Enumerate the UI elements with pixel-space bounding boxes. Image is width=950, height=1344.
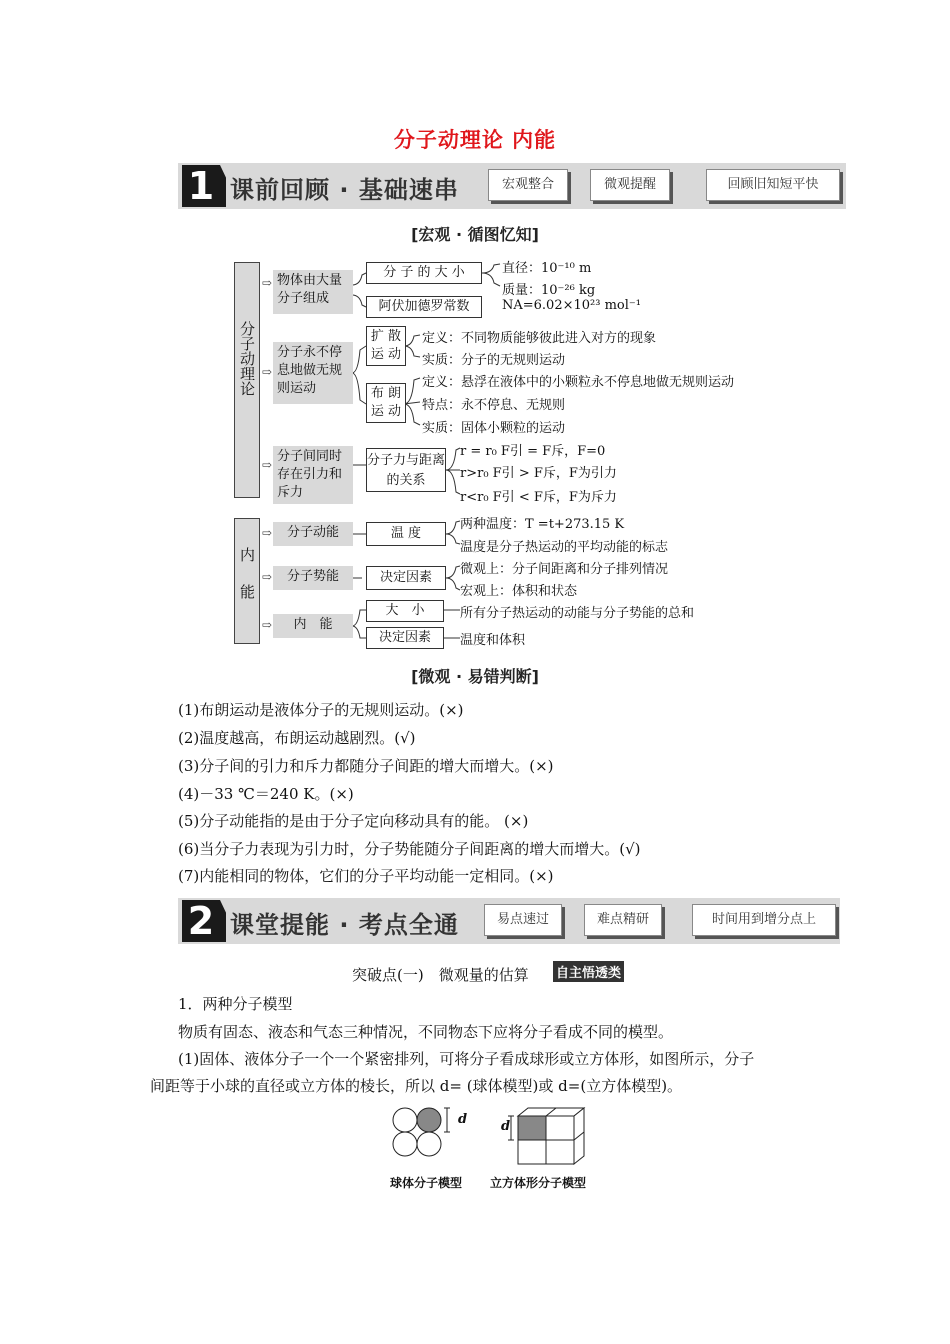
text-avogadro: NA=6.02×10²³ mol⁻¹ (502, 298, 641, 313)
text-brownian-nature: 实质：固体小颗粒的运动 (422, 421, 566, 436)
box-molecule-size: 分 子 的 大 小 (366, 262, 482, 284)
text-mass: 质量：10⁻²⁶ kg (502, 283, 596, 298)
box-brownian: 布 朗 运 动 (366, 383, 406, 423)
paragraph: 物质有固态、液态和气态三种情况，不同物态下应将分子看成不同的模型。 (178, 1023, 674, 1041)
tag-button-easy[interactable]: 易点速过 (484, 904, 562, 936)
node-composition: 物体由大量分子组成 (273, 270, 353, 314)
tag-button-macro[interactable]: 宏观整合 (488, 169, 568, 201)
tag-button-hard[interactable]: 难点精研 (584, 904, 662, 936)
box-temperature: 温 度 (366, 522, 446, 546)
judgement-item: (7)内能相同的物体，它们的分子平均动能一定相同。(×) (178, 867, 554, 885)
judgement-item: (2)温度越高，布朗运动越剧烈。(√) (178, 729, 416, 747)
text-brownian-def: 定义：悬浮在液体中的小颗粒永不停息地做无规则运动 (422, 375, 735, 390)
caption-sphere-model: 球体分子模型 (390, 1176, 463, 1190)
text-diameter: 直径：10⁻¹⁰ m (502, 261, 592, 276)
arrow-icon: ⇨ (262, 458, 273, 472)
banner-title: 课前回顾 · 基础速串 (230, 176, 459, 204)
node-forces: 分子间同时存在引力和斥力 (273, 446, 353, 504)
node-kinetic-energy: 分子动能 (273, 522, 353, 546)
tag-button-score[interactable]: 时间用到增分点上 (692, 904, 836, 936)
box-diffusion: 扩 散 运 动 (366, 326, 406, 366)
section-heading-macro: [宏观 · 循图忆知] (411, 225, 539, 244)
text-temp-volume: 温度和体积 (460, 633, 526, 648)
arrow-icon: ⇨ (262, 276, 273, 290)
judgement-item: (6)当分子力表现为引力时，分子势能随分子间距离的增大而增大。(√) (178, 840, 641, 858)
node-internal-energy: 内 能 (273, 614, 353, 638)
text-internal-sum: 所有分子热运动的动能与分子势能的总和 (460, 606, 695, 621)
group-molecular-kinetic-theory (234, 262, 260, 498)
banner-number: 2 (182, 900, 220, 942)
box-determinants: 决定因素 (366, 566, 446, 590)
d-label: d (458, 1112, 468, 1127)
text-force-attract: r>r₀ F引 > F斥，F为引力 (460, 466, 617, 481)
arrow-icon: ⇨ (262, 618, 273, 632)
text-force-repel: r<r₀ F引 < F斥，F为斥力 (460, 490, 617, 505)
arrow-icon: ⇨ (262, 526, 273, 540)
text-force-equal: r = r₀ F引 = F斥，F=0 (460, 444, 606, 459)
box-size: 大 小 (366, 600, 444, 622)
breakpoint-heading: 突破点(一) 微观量的估算 (352, 966, 529, 984)
paragraph: (1)固体、液体分子一个一个紧密排列，可将分子看成球形或立方体形，如图所示，分子 (178, 1050, 755, 1068)
arrow-icon: ⇨ (262, 365, 273, 379)
judgement-item: (4)－33 ℃＝240 K。(×) (178, 785, 354, 803)
box-force-distance: 分子力与距离的关系 (366, 448, 446, 492)
group-label: 内能 (238, 547, 256, 621)
section-heading-micro: [微观 · 易错判断] (411, 667, 539, 686)
banner-number: 1 (182, 165, 220, 207)
page-title: 分子动理论 内能 (393, 128, 557, 152)
judgement-item: (1)布朗运动是液体分子的无规则运动。(×) (178, 701, 464, 719)
node-potential-energy: 分子势能 (273, 566, 353, 590)
text-brownian-feature: 特点：永不停息、无规则 (422, 398, 566, 413)
arrow-icon: ⇨ (262, 570, 273, 584)
tag-button-review[interactable]: 回顾旧知短平快 (706, 169, 840, 201)
node-random-motion: 分子永不停息地做无规则运动 (273, 342, 353, 404)
category-badge: 自主悟透类 (553, 961, 624, 982)
judgement-item: (3)分子间的引力和斥力都随分子间距的增大而增大。(×) (178, 757, 554, 775)
subheading: 1．两种分子模型 (178, 995, 293, 1013)
text-diffusion-def: 定义：不同物质能够彼此进入对方的现象 (422, 331, 657, 346)
box-avogadro: 阿伏加德罗常数 (366, 296, 482, 318)
caption-cube-model: 立方体形分子模型 (490, 1176, 587, 1190)
section-banner-2 (178, 898, 840, 944)
text-microscopic: 微观上：分子间距离和分子排列情况 (460, 562, 669, 577)
paragraph: 间距等于小球的直径或立方体的棱长，所以 d= (球体模型)或 d=(立方体模型)。 (150, 1077, 683, 1095)
d-label: d (501, 1119, 511, 1134)
group-label: 分子动理论 (238, 321, 256, 396)
text-temperature-meaning: 温度是分子热运动的平均动能的标志 (460, 540, 669, 555)
text-macroscopic: 宏观上：体积和状态 (460, 584, 578, 599)
text-two-temperatures: 两种温度：T =t+273.15 K (460, 517, 625, 532)
judgement-item: (5)分子动能指的是由于分子定向移动具有的能。 (×) (178, 812, 529, 830)
text-diffusion-nature: 实质：分子的无规则运动 (422, 353, 566, 368)
banner-title: 课堂提能 · 考点全通 (230, 911, 459, 939)
box-determinants-2: 决定因素 (366, 627, 444, 649)
group-internal-energy (234, 518, 260, 644)
tag-button-micro[interactable]: 微观提醒 (590, 169, 670, 201)
cube-model-figure (496, 1104, 596, 1168)
